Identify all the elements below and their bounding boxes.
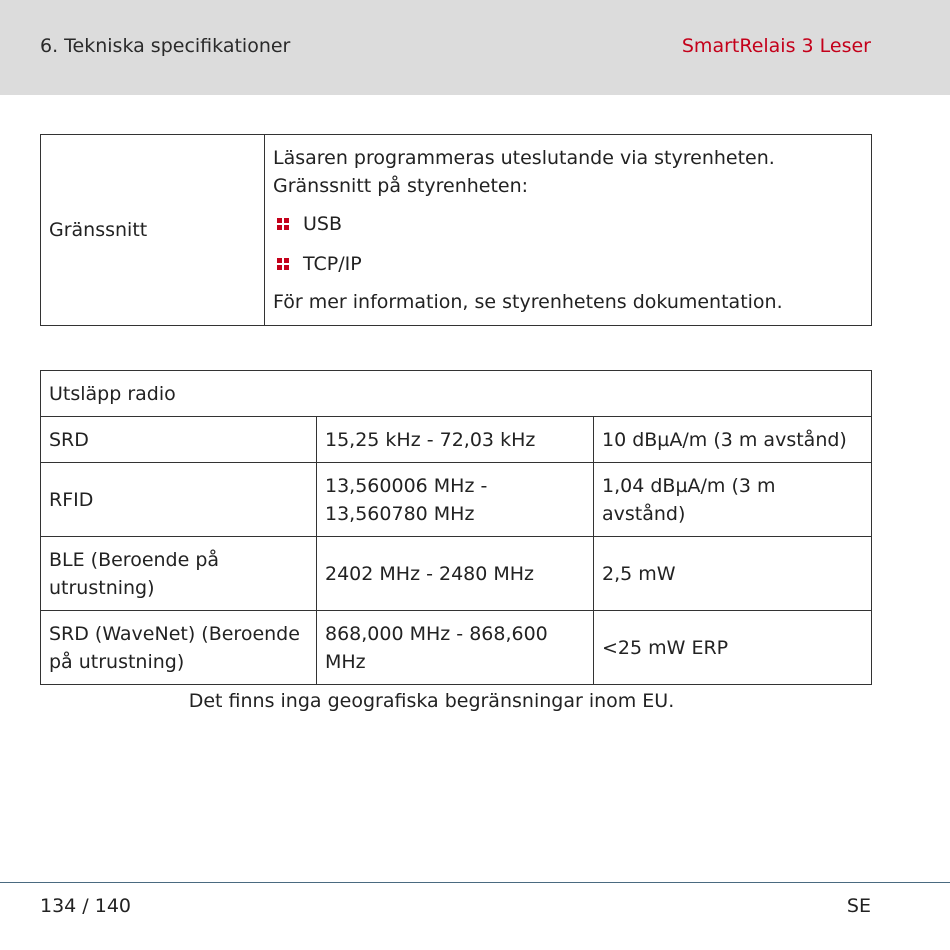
page-number: 134 / 140 [40, 895, 132, 917]
language-code: SE [846, 895, 871, 917]
geographic-note: Det finns inga geografiska begränsningar inom EU. [188, 690, 675, 712]
interface-content [265, 135, 872, 326]
table-row [41, 417, 872, 463]
list-item [273, 248, 863, 280]
table-cell: BLE (Beroende på utrustning) [41, 537, 317, 611]
table-cell: 10 dBµA/m (3 m avstånd) [594, 417, 872, 463]
table-cell: 13,560006 MHz - 13,560780 MHz [317, 463, 594, 537]
interface-table [40, 134, 872, 326]
table-cell: 2,5 mW [594, 537, 872, 611]
table-cell: 15,25 kHz - 72,03 kHz [317, 417, 594, 463]
table-cell: <25 mW ERP [594, 611, 872, 685]
radio-table-title: Utsläpp radio [41, 371, 872, 417]
page-header [0, 0, 950, 95]
bullet-icon [277, 218, 289, 230]
table-cell: 868,000 MHz - 868,600 MHz [317, 611, 594, 685]
table-row [41, 611, 872, 685]
bullet-text: USB [303, 213, 343, 235]
table-cell: 1,04 dBµA/m (3 m avstånd) [594, 463, 872, 537]
product-name: SmartRelais 3 Leser [681, 35, 871, 57]
section-title: 6. Tekniska specifikationer [40, 35, 291, 57]
table-cell: 2402 MHz - 2480 MHz [317, 537, 594, 611]
interface-intro: Läsaren programmeras uteslutande via styrenheten. Gränssnitt på styrenheten: [273, 147, 775, 197]
bullet-text: TCP/IP [303, 253, 362, 275]
interface-label: Gränssnitt [41, 135, 265, 326]
bullet-icon [277, 258, 289, 270]
table-header-row [41, 371, 872, 417]
table-row [41, 463, 872, 537]
radio-emission-table [40, 370, 872, 685]
footer-divider [0, 882, 950, 883]
table-row [41, 537, 872, 611]
table-cell: SRD (WaveNet) (Beroende på utrustning) [41, 611, 317, 685]
table-row [41, 135, 872, 326]
table-cell: RFID [41, 463, 317, 537]
list-item [273, 208, 863, 240]
interface-outro: För mer information, se styrenhetens dokumentation. [273, 291, 783, 313]
table-cell: SRD [41, 417, 317, 463]
